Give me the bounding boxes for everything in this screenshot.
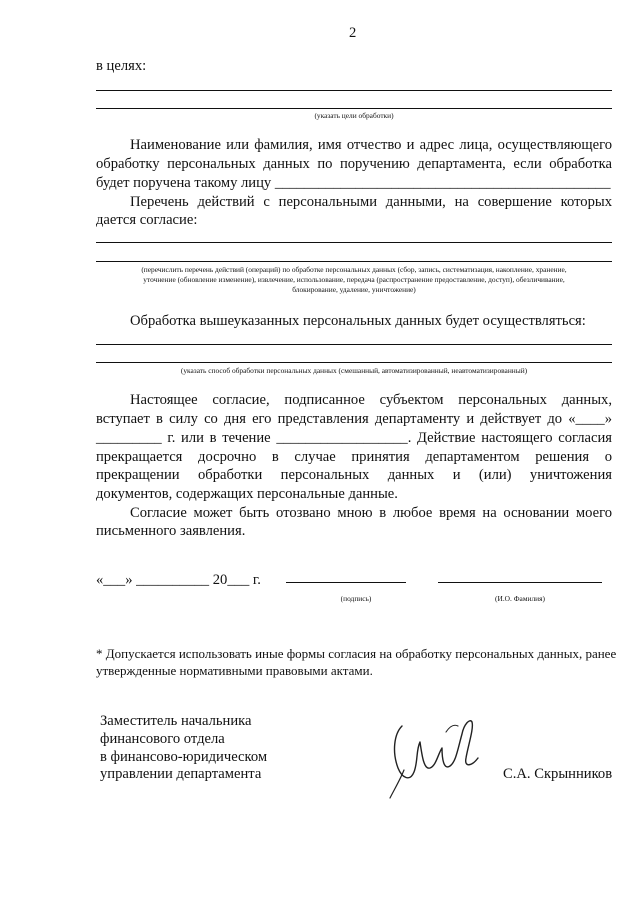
signature-caption: (подпись)	[340, 594, 372, 603]
method-caption: (указать способ обработки персональных данных (смешанный, автоматизированный, неавтоматизированный)	[180, 366, 528, 375]
official-title-2: финансового отдела	[100, 731, 225, 747]
actions-line-a	[96, 242, 612, 243]
official-title-3: в финансово-юридическом	[100, 749, 268, 765]
method-line-1: Обработка вышеуказанных персональных данных будет осуществляться:	[130, 313, 586, 329]
processor-line-3: будет поручена такому лицу ______________________________________________	[96, 175, 611, 191]
processor-line-2: обработку персональных данных по поручению департамента, если обработка	[96, 156, 612, 172]
actions-caption-2: уточнение (обновление изменение), извлечение, использование, передача (распространение предоставление, доступ), обезличивание,	[143, 275, 565, 284]
validity-line-3: _________ г. или в течение __________________. Действие настоящего согласия	[96, 430, 612, 446]
purpose-caption: (указать цели обработки)	[314, 111, 394, 120]
footnote-line-1: * Допускается использовать иные формы согласия на обработку персональных данных, ранее	[96, 646, 617, 661]
purpose-label: в целях:	[96, 58, 147, 74]
actions-line-1: Перечень действий с персональными данными, на совершение которых	[130, 194, 612, 210]
validity-line-5: прекращении обработки персональных данных и (или) уничтожения	[96, 467, 612, 483]
actions-caption-1: (перечислить перечень действий (операций) по обработке персональных данных (сбор, запись, систематизация, накопление, хранение,	[141, 265, 567, 274]
official-title-1: Заместитель начальника	[100, 713, 252, 729]
official-name: С.А. Скрынников	[503, 766, 613, 782]
handwritten-signature	[380, 712, 490, 802]
purpose-line-1	[96, 90, 612, 91]
date-field: «___» __________ 20___ г.	[96, 572, 261, 588]
method-line-a	[96, 344, 612, 345]
signature-line	[286, 582, 406, 583]
validity-line-2: вступает в силу со дня его представления департаменту и действует до «____»	[96, 411, 612, 427]
validity-line-6: документов, содержащих персональные данные.	[96, 486, 398, 502]
validity-line-1: Настоящее согласие, подписанное субъектом персональных данных,	[130, 392, 612, 408]
purpose-line-2	[96, 108, 612, 109]
method-line-b	[96, 362, 612, 363]
revocation-line-2: письменного заявления.	[96, 523, 246, 539]
processor-line-1: Наименование или фамилия, имя отчество и адрес лица, осуществляющего	[130, 137, 612, 153]
name-caption: (И.О. Фамилия)	[495, 594, 545, 603]
footnote-line-2: утвержденные нормативными правовыми актами.	[96, 663, 373, 678]
actions-caption-3: блокирование, удаление, уничтожение)	[292, 285, 416, 294]
page-number: 2	[349, 25, 357, 41]
name-line	[438, 582, 602, 583]
actions-line-2: дается согласие:	[96, 212, 198, 228]
validity-line-4: прекращается досрочно в случае принятия департаментом решения о	[96, 449, 612, 465]
revocation-line-1: Согласие может быть отозвано мною в любое время на основании моего	[130, 505, 612, 521]
official-title-4: управлении департамента	[100, 766, 262, 782]
actions-line-b	[96, 261, 612, 262]
